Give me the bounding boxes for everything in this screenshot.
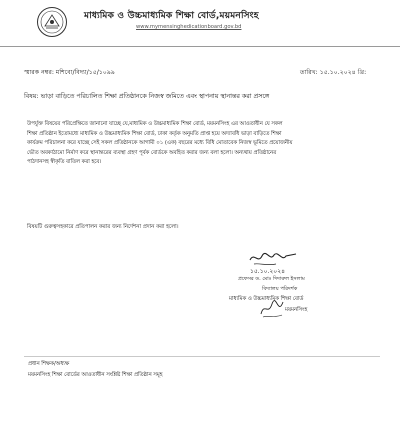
signatory-name: প্রফেসর ড. মোঃ দিদারুল ইসলাম xyxy=(238,276,305,282)
initials-icon xyxy=(258,296,286,320)
memo-date: তারিখ: ১৫.১০.২০২৪ খ্রি: xyxy=(300,69,367,76)
body-line: ভৌত অবকাঠামো নির্মাণ করে স্থানান্তরের ব্যবস্থা গ্রহণ পূর্বক বোর্ডকে অবহিত করার জন্য বলা হলো। অন্যথায় প্রতিষ্ঠানের xyxy=(27,149,277,156)
signatory-org: মাধ্যমিক ও উচ্চমাধ্যমিক শিক্ষা বোর্ড xyxy=(229,296,304,302)
body-line: উপর্যুক্ত বিষয়ের পরিপ্রেক্ষিতে জানানো যাচ্ছে যে,মাধ্যমিক ও উচ্চমাধ্যমিক শিক্ষা বোর্ড, ময়মনসিংহ এর আওতাধীন যে সকল xyxy=(27,121,283,127)
recipient-text: ময়মনসিংহ শিক্ষা বোর্ডের আওতাধীন সংশ্লিষ্ট শিক্ষা প্রতিষ্ঠান সমূহ xyxy=(28,372,163,378)
recipient-label: প্রধান শিক্ষক/অধ্যক্ষ xyxy=(28,361,70,367)
body-line: কার্যক্রম পরিচালনা করে যাচ্ছে সেই সকল প্রতিষ্ঠানকে আগামী ০১ (এক) বছরের মধ্যে বিধি মোতাবেক নিজস্ব ভূমিতে প্রয়োজনীয় xyxy=(27,140,293,147)
footer-divider xyxy=(24,356,380,357)
org-website-link[interactable]: www.mymensinghedicationboard.gov.bd xyxy=(136,24,242,30)
org-name: মাধ্যমিক ও উচ্চমাধ্যমিক শিক্ষা বোর্ড,ময়মনসিংহ xyxy=(84,10,259,21)
request-line: বিষয়টি গুরুত্বসহকারে প্রতিপালন করার জন্য নির্দেশনা প্রদান করা হলো। xyxy=(27,224,179,230)
board-logo-icon xyxy=(36,6,68,38)
signature-date: ১৫.১০.২০২৪ xyxy=(250,268,285,275)
header-divider xyxy=(0,46,400,47)
body-line: শিক্ষা প্রতিষ্ঠান ইতোমধ্যে মাধ্যমিক ও উচ্চমাধ্যমিক শিক্ষা বোর্ড, ঢাকা কর্তৃক অনুমতি প্রাপ্ত হয়ে অদ্যাবধি ভাড়া বাড়িতে শিক্ষা xyxy=(27,130,282,137)
signature-icon xyxy=(246,250,306,276)
body-line: পাঠদানসহ স্বীকৃতি বাতিল করা হবে। xyxy=(27,159,102,166)
body-paragraph xyxy=(27,120,379,168)
memo-number: স্মারক নম্বর: মশিবো/বিদ্যা/১৫/১০৯৯ xyxy=(24,69,115,76)
signatory-city: ময়মনসিংহ xyxy=(285,307,308,313)
subject-line: বিষয়: ভাড়া বাড়িতে পরিচালিত শিক্ষা প্রতিষ্ঠানকে নিজস্ব জমিতে এবং স্থাপনায় স্থানান্তর করা প্রসঙ্গে xyxy=(24,93,270,100)
signatory-title: বিদ্যালয় পরিদর্শক xyxy=(262,286,298,292)
